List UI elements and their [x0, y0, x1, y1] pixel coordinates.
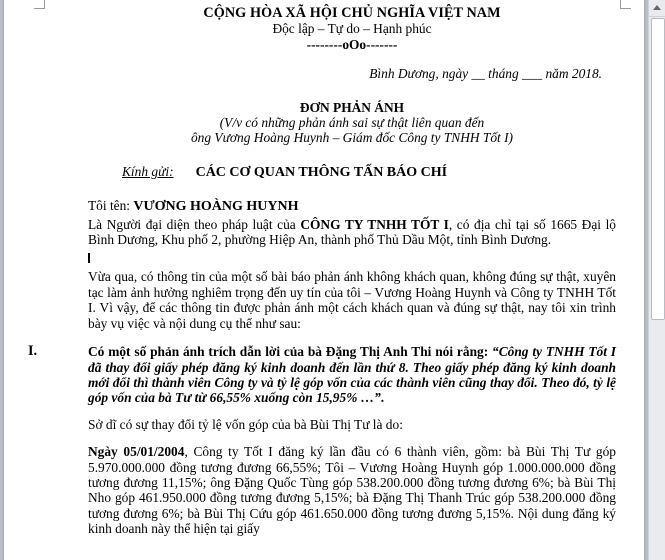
intro-text-2: , có địa chỉ tại số 1665 Đại lộ Bình Dương, Khu phố 2, phường Hiệp An, thành phố Thủ Dầu Một, tỉnh Bình Dương.: [88, 216, 617, 248]
header-separator: --------oOo-------: [306, 36, 398, 52]
section-1-lead: Có một số phản ánh trích dẫn lời của bà Đặng Thị Anh Thi nói rằng:: [88, 344, 493, 360]
intro-text-1: Là Người đại diện theo pháp luật của: [88, 216, 301, 232]
scroll-thumb[interactable]: [651, 18, 665, 320]
section-1-quote: “Công ty TNHH Tốt I đã thay đổi giấy phép đăng ký kinh doanh đến lần thứ 8. Theo giấy phép đăng ký kinh doanh mới đổi thì thành viên Công ty và tỷ lệ góp vốn của các thành viên cũng thay đổi. Theo đó, tỷ lệ góp vốn của bà Tư từ 66,55% xuống còn 15,95% …”: [88, 344, 616, 406]
reason-line: Sở dĩ có sự thay đổi tỷ lệ vốn góp của bà Bùi Thị Tư là do:: [88, 416, 403, 432]
section-1: [28, 343, 616, 406]
national-motto: Độc lập – Tự do – Hạnh phúc: [272, 21, 432, 37]
national-title: CỘNG HÒA XÃ HỘI CHỦ NGHĨA VIỆT NAM: [203, 5, 501, 21]
registration-paragraph: [88, 444, 616, 536]
intro-paragraph: [88, 217, 616, 248]
sender-name: VƯƠNG HOÀNG HUYNH: [133, 199, 299, 215]
date-line: Bình Dương, ngày __ tháng ___ năm 2018.: [369, 66, 602, 82]
section-1-body: [88, 344, 616, 406]
document-page[interactable]: [4, 0, 644, 560]
document-body[interactable]: [28, 5, 617, 537]
recipient-value: CÁC CƠ QUAN THÔNG TẤN BÁO CHÍ: [195, 164, 448, 180]
scroll-up-arrow-icon[interactable]: [649, 0, 665, 17]
context-paragraph: Vừa qua, có thông tin của một số bài báo phản ánh không khách quan, không đúng sự thật, xuyên tạc làm ảnh hưởng nghiêm trọng đến uy tín của tôi – Vương Hoàng Huynh và Công ty TNHH Tốt I. Vì vậy, để các thông tin được phản ánh một cách khách quan và đúng sự thật, nay tôi xin trình bày vụ việc và nội dung cụ thể như sau:: [88, 269, 616, 331]
subject-line-2: ông Vương Hoàng Huynh – Giám đốc Công ty TNHH Tốt I): [190, 130, 514, 146]
sender-line: [88, 198, 616, 214]
text-cursor: [88, 253, 90, 263]
registration-date: Ngày 05/01/2004: [88, 444, 185, 460]
intro-company: CÔNG TY TNHH TỐT I: [300, 216, 449, 232]
document-title: ĐƠN PHẢN ÁNH: [299, 99, 405, 115]
subject-line-1: (V/v có những phản ánh sai sự thật liên quan đến: [219, 115, 485, 131]
recipient-line: [88, 164, 616, 180]
margin-corner-marker-right: [620, 0, 631, 9]
margin-corner-marker-left: [34, 0, 45, 9]
recipient-label: Kính gửi:: [122, 163, 174, 179]
registration-text: , Công ty Tốt I đăng ký lần đầu có 6 thành viên, gồm: bà Bùi Thị Tư góp 5.970.000.000 đồng tương đương 66,55%; Tôi – Vương Hoàng Huynh góp 1.000.000.000 đồng tương đương 11,15%; ông Đặng Quốc Tùng góp 538.200.000 đồng tương đương 6%; bà Bùi Thị Nho góp 461.950.000 đồng tương đương 5,15%; bà Đặng Thị Thanh Trúc góp 538.200.000 đồng tương đương 6%; bà Bùi Thị Cứu góp 461.650.000 đồng tương đương 5,15%. Nội dung đăng ký kinh doanh này thể hiện tại giấy: [88, 444, 616, 537]
sender-prefix: Tôi tên:: [88, 198, 134, 214]
section-1-end: .: [380, 390, 385, 406]
empty-line[interactable]: [88, 247, 616, 269]
vertical-scrollbar[interactable]: [648, 0, 665, 560]
section-1-numeral: I.: [28, 343, 38, 360]
